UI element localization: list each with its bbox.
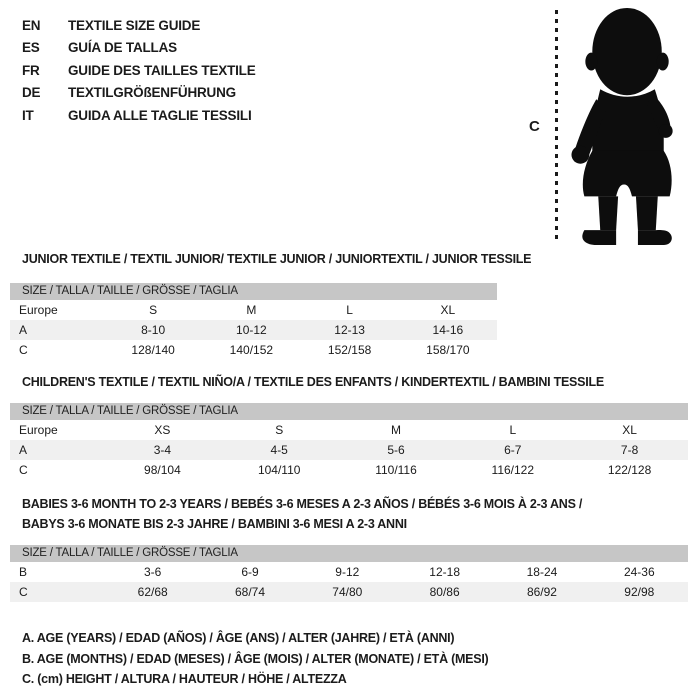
table-cell: 62/68	[137, 585, 168, 599]
height-measure-label: C	[529, 118, 540, 135]
table-cell: 9-12	[335, 565, 360, 579]
heading-line: JUNIOR TEXTILE / TEXTIL JUNIOR/ TEXTILE JUNIOR / JUNIORTEXTIL / JUNIOR TESSILE	[22, 252, 532, 266]
language-list	[22, 14, 256, 127]
row-label: Europe	[19, 303, 58, 317]
table-row	[10, 420, 688, 440]
table-cell: M	[246, 303, 257, 317]
legend-line: C. (cm) HEIGHT / ALTURA / HAUTEUR / HÖHE / ALTEZZA	[22, 672, 347, 686]
row-label: C	[19, 585, 28, 599]
table-cell: M	[390, 423, 401, 437]
language-label: GUIDE DES TAILLES TEXTILE	[68, 62, 256, 78]
row-label: C	[19, 343, 28, 357]
table-row	[10, 460, 688, 480]
toddler-silhouette-image	[560, 2, 700, 250]
table-cell: XS	[154, 423, 171, 437]
table-cell: 12-18	[429, 565, 460, 579]
table-cell: 116/122	[491, 463, 535, 477]
table-cell: 10-12	[236, 323, 267, 337]
row-label: B	[19, 565, 28, 579]
heading-line: BABYS 3-6 MONATE BIS 2-3 JAHRE / BAMBINI 3-6 MESI A 2-3 ANNI	[22, 517, 407, 531]
table-cell: XL	[622, 423, 637, 437]
row-label: A	[19, 323, 28, 337]
children-size-table	[10, 403, 688, 480]
table-cell: 110/116	[375, 463, 417, 477]
table-row	[10, 300, 497, 320]
section-heading-children	[22, 372, 604, 392]
language-code: FR	[22, 62, 40, 78]
table-cell: 140/152	[229, 343, 274, 357]
table-cell: 68/74	[234, 585, 265, 599]
heading-line: BABIES 3-6 MONTH TO 2-3 YEARS / BEBÉS 3-6 MESES A 2-3 AÑOS / BÉBÉS 3-6 MOIS À 2-3 ANS /	[22, 497, 583, 511]
heading-line: CHILDREN'S TEXTILE / TEXTIL NIÑO/A / TEXTILE DES ENFANTS / KINDERTEXTIL / BAMBINI TESSILE	[22, 375, 604, 389]
language-row	[22, 59, 256, 82]
table-cell: 80/86	[429, 585, 460, 599]
legend-line: A. AGE (YEARS) / EDAD (AÑOS) / ÂGE (ANS) / ALTER (JAHRE) / ETÀ (ANNI)	[22, 631, 455, 645]
language-row	[22, 82, 256, 105]
language-code: ES	[22, 40, 40, 56]
table-cell: 98/104	[144, 463, 181, 477]
table-cell: 92/98	[624, 585, 655, 599]
table-cell: 6-7	[504, 443, 522, 457]
table-cell: L	[509, 423, 517, 437]
table-row	[10, 582, 688, 602]
language-label: TEXTILE SIZE GUIDE	[68, 17, 201, 33]
row-label: C	[19, 463, 28, 477]
babies-size-table	[10, 545, 688, 602]
junior-size-table	[10, 283, 497, 360]
table-header-bar: SIZE / TALLA / TAILLE / GRÖSSE / TAGLIA	[10, 545, 688, 562]
table-cell: 74/80	[332, 585, 363, 599]
language-code: DE	[22, 85, 41, 101]
language-code: EN	[22, 17, 41, 33]
table-cell: 3-6	[143, 565, 162, 579]
table-cell: 14-16	[432, 323, 464, 337]
table-cell: 104/110	[257, 463, 301, 477]
table-cell: XL	[440, 303, 456, 317]
language-label: TEXTILGRÖßENFÜHRUNG	[68, 85, 236, 101]
table-cell: S	[149, 303, 158, 317]
table-cell: 122/128	[607, 463, 652, 477]
table-cell: 24-36	[623, 565, 655, 579]
language-code: IT	[22, 107, 34, 123]
table-row	[10, 562, 688, 582]
table-cell: 128/140	[131, 343, 175, 357]
table-header-bar: SIZE / TALLA / TAILLE / GRÖSSE / TAGLIA	[10, 403, 688, 420]
language-row	[22, 14, 256, 37]
language-label: GUÍA DE TALLAS	[68, 40, 177, 56]
table-cell: 4-5	[270, 443, 288, 457]
measure-legend	[22, 628, 488, 690]
table-cell: S	[275, 423, 284, 437]
table-cell: 8-10	[141, 323, 166, 337]
table-cell: 3-4	[153, 443, 172, 457]
language-row	[22, 37, 256, 60]
table-header-bar: SIZE / TALLA / TAILLE / GRÖSSE / TAGLIA	[10, 283, 497, 300]
row-label: Europe	[19, 423, 58, 437]
table-cell: 7-8	[620, 443, 639, 457]
table-cell: L	[346, 303, 353, 317]
table-cell: 5-6	[387, 443, 405, 457]
legend-line: B. AGE (MONTHS) / EDAD (MESES) / ÂGE (MOIS) / ALTER (MONATE) / ETÀ (MESI)	[22, 651, 489, 666]
row-label: A	[19, 443, 28, 457]
section-heading-junior	[22, 249, 531, 269]
table-row	[10, 340, 497, 360]
table-cell: 6-9	[241, 565, 259, 579]
section-heading-babies	[22, 494, 582, 534]
table-row	[10, 320, 497, 340]
language-row	[22, 104, 256, 127]
table-cell: 18-24	[526, 565, 558, 579]
height-dashed-line	[555, 10, 558, 243]
table-cell: 158/170	[426, 343, 470, 357]
language-label: GUIDA ALLE TAGLIE TESSILI	[68, 107, 252, 123]
table-cell: 86/92	[526, 585, 557, 599]
table-cell: 152/158	[327, 343, 372, 357]
table-row	[10, 440, 688, 460]
table-cell: 12-13	[334, 323, 365, 337]
